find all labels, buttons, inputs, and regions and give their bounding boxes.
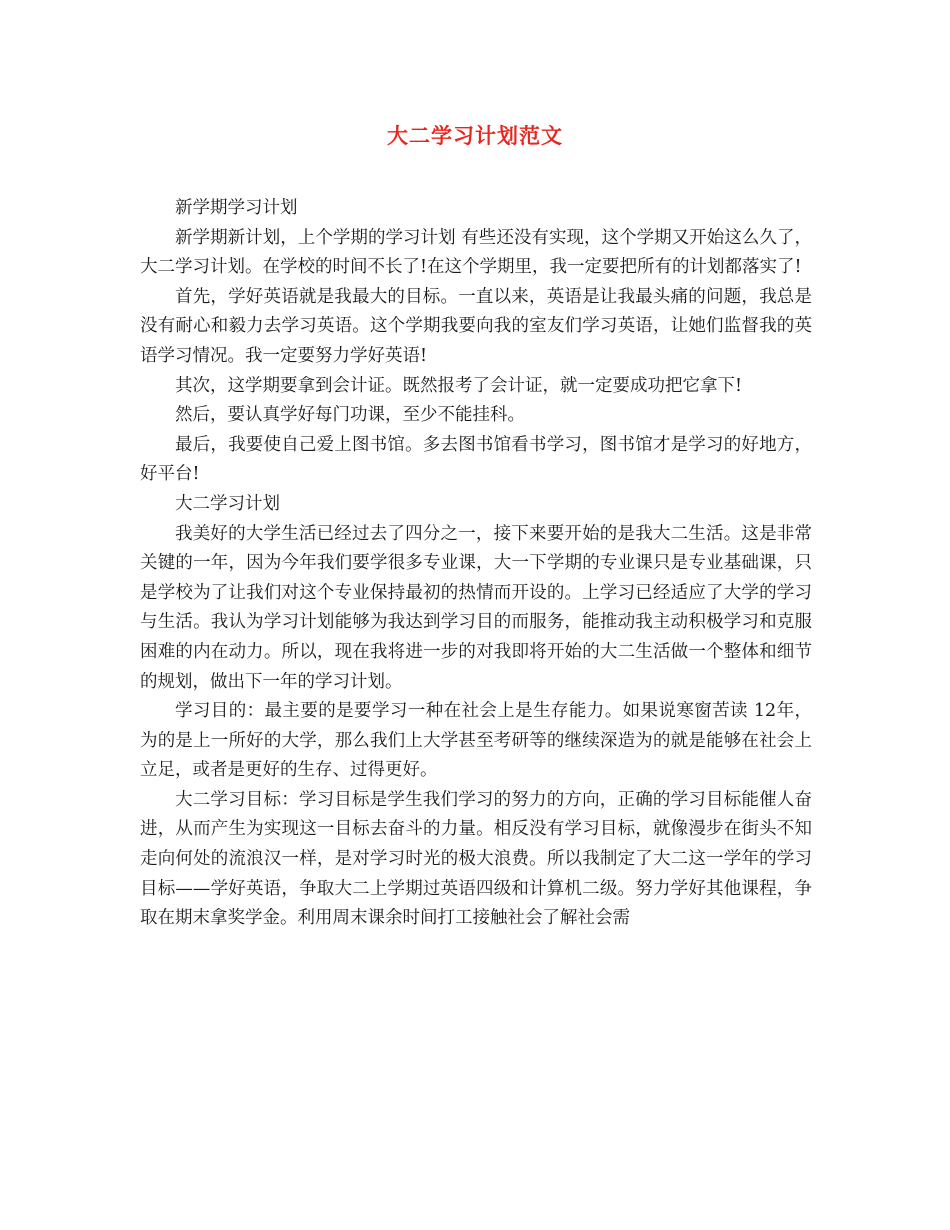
paragraph: 最后，我要使自己爱上图书馆。多去图书馆看书学习，图书馆才是学习的好地方，好平台! bbox=[140, 434, 812, 485]
paragraph: 其次，这学期要拿到会计证。既然报考了会计证，就一定要成功把它拿下! bbox=[175, 375, 743, 396]
paragraph-heading-sophomore-plan: 大二学习计划 bbox=[175, 493, 280, 514]
paragraph: 新学期新计划，上个学期的学习计划 有些还没有实现，这个学期又开始这么久了，大二学习计划。在学校的时间不长了!在这个学期里，我一定要把所有的计划都落实了! bbox=[140, 227, 812, 278]
paragraph: 大二学习目标：学习目标是学生我们学习的努力的方向，正确的学习目标能催人奋进，从而产生为实现这一目标去奋斗的力量。相反没有学习目标，就像漫步在街头不知走向何处的流浪汉一样，是对学习时光的极大浪费。所以我制定了大二这一学年的学习目标——学好英语，争取大二上学期过英语四级和计算机二级。努力学好其他课程，争取在期末拿奖学金。利用周末课余时间打工接触社会了解社会需 bbox=[140, 789, 812, 929]
paragraph: 然后，要认真学好每门功课，至少不能挂科。 bbox=[175, 405, 525, 426]
document-title: 大二学习计划范文 bbox=[387, 123, 563, 148]
paragraph: 我美好的大学生活已经过去了四分之一，接下来要开始的是我大二生活。这是非常关键的一年，因为今年我们要学很多专业课，大一下学期的专业课只是专业基础课，只是学校为了让我们对这个专业保持最初的热情而开设的。上学习已经适应了大学的学习与生活。我认为学习计划能够为我达到学习目的而服务，能推动我主动积极学习和克服困难的内在动力。所以，现在我将进一步的对我即将开始的大二生活做一个整体和细节的规划，做出下一年的学习计划。 bbox=[140, 523, 812, 692]
paragraph: 首先，学好英语就是我最大的目标。一直以来，英语是让我最头痛的问题，我总是没有耐心和毅力去学习英语。这个学期我要向我的室友们学习英语，让她们监督我的英语学习情况。我一定要努力学好英语! bbox=[140, 286, 812, 366]
paragraph-heading-new-semester: 新学期学习计划 bbox=[175, 198, 298, 218]
document-body bbox=[140, 194, 812, 934]
paragraph: 学习目的：最主要的是要学习一种在社会上是生存能力。如果说寒窗苦读 12年，为的是上一所好的大学，那么我们上大学甚至考研等的继续深造为的就是能够在社会上立足，或者是更好的生存、过得更好。 bbox=[140, 701, 812, 781]
